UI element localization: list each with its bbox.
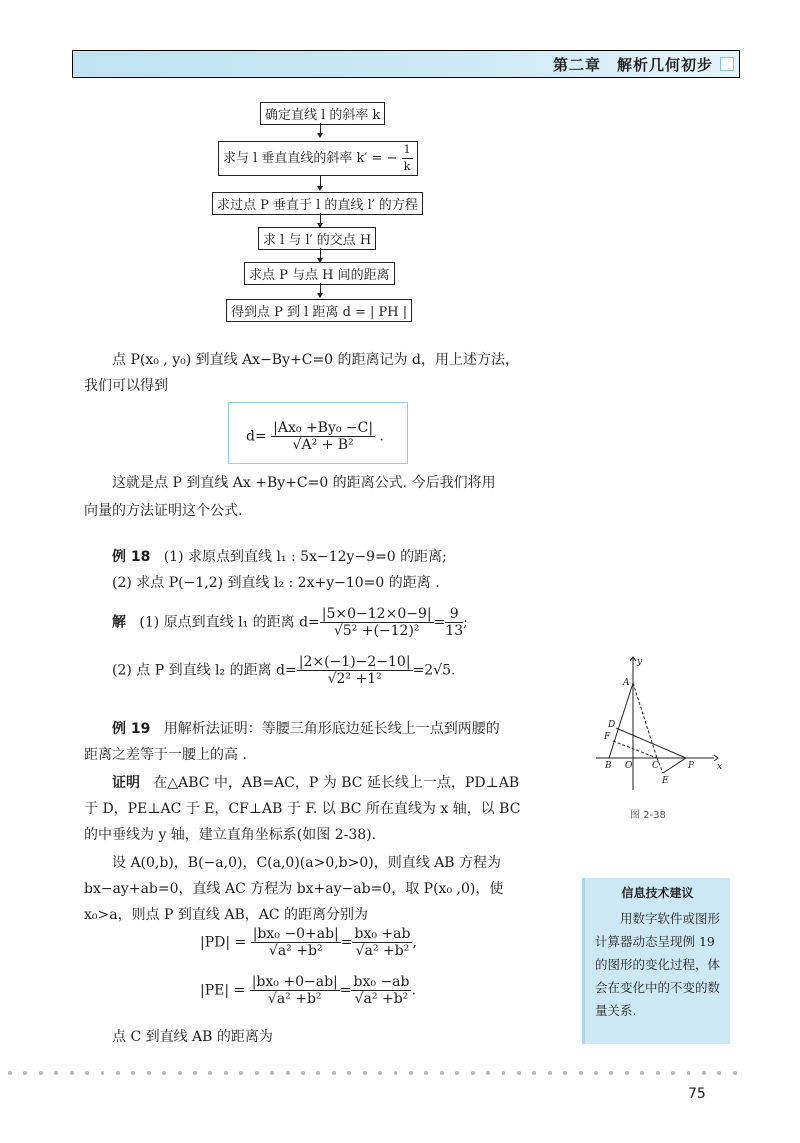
chapter-header-bar — [72, 50, 740, 78]
footer-dot — [193, 1071, 197, 1075]
footer-dotted-rule — [8, 1071, 748, 1077]
footer-dot — [316, 1071, 320, 1075]
fraction-numerator: bx₀ +ab — [354, 926, 411, 942]
solution-result: =2√5. — [412, 662, 456, 679]
formula-fraction — [352, 926, 412, 959]
formula-fraction — [250, 974, 340, 1007]
footer-dot — [471, 1071, 475, 1075]
fraction-denominator: √a² +b² — [355, 943, 410, 959]
flow-step-1: 确定直线 l 的斜率 k — [260, 102, 385, 125]
formula-lhs: d= — [246, 428, 267, 445]
footer-dot — [70, 1071, 74, 1075]
footer-dot — [332, 1071, 336, 1075]
footer-dot — [532, 1071, 536, 1075]
footer-dot — [162, 1071, 166, 1075]
footer-dot — [270, 1071, 274, 1075]
proof-line-6: x₀>a，则点 P 到直线 AB，AC 的距离分别为 — [84, 907, 369, 923]
footer-dot — [640, 1071, 644, 1075]
formula-lhs: |PE| = — [200, 982, 246, 999]
footer-dot — [579, 1071, 583, 1075]
footer-dot — [131, 1071, 135, 1075]
fraction-denominator: √a² +b² — [354, 991, 409, 1007]
fraction-numerator: |5×0−12×0−9| — [321, 606, 432, 622]
proof-line-1 — [112, 770, 519, 796]
label-x: x — [717, 762, 723, 772]
page-number: 75 — [688, 1086, 706, 1102]
equals-sign: = — [340, 934, 353, 951]
fraction-numerator: |bx₀ +0−ab| — [251, 974, 338, 990]
label-o: O — [625, 761, 633, 771]
footer-dot — [224, 1071, 228, 1075]
solution-label: 解 — [112, 614, 126, 631]
solution-text: (2) 点 P 到直线 l₂ 的距离 d= — [112, 662, 297, 679]
segment-pd — [616, 728, 686, 758]
formula-fraction — [251, 926, 341, 959]
footer-dot — [208, 1071, 212, 1075]
example-label: 例 18 — [112, 549, 151, 565]
footer-dot — [656, 1071, 660, 1075]
footer-dot — [625, 1071, 629, 1075]
example-text: (1) 求原点到直线 l₁ : 5x−12y−9=0 的距离; — [163, 549, 447, 565]
proof-label: 证明 — [112, 775, 140, 791]
proof-line-3: 的中垂线为 y 轴，建立直角坐标系(如图 2-38). — [84, 827, 377, 843]
example-19-line-2: 距离之差等于一腰上的高 . — [84, 747, 247, 763]
label-y: y — [637, 657, 643, 667]
footer-dot — [347, 1071, 351, 1075]
footer-dot — [363, 1071, 367, 1075]
solution-part-2 — [112, 654, 455, 687]
footer-dot — [255, 1071, 259, 1075]
example-18-line-1 — [112, 544, 447, 570]
header-square-icon — [720, 57, 734, 71]
label-d: D — [608, 720, 616, 730]
proof-line-5: bx−ay+ab=0，直线 AC 方程为 bx+ay−ab=0，取 P(x₀ ,0)，使 — [84, 881, 504, 897]
footer-dot — [424, 1071, 428, 1075]
footer-dot — [147, 1071, 151, 1075]
punctuation: ; — [463, 614, 468, 631]
footer-dot — [85, 1071, 89, 1075]
proof-last-line: 点 C 到直线 AB 的距离为 — [112, 1029, 273, 1045]
pe-formula — [200, 974, 416, 1007]
distance-formula — [246, 420, 384, 453]
punctuation: . — [411, 982, 416, 999]
footer-dot — [239, 1071, 243, 1075]
equals-sign: = — [433, 614, 446, 631]
fraction-numerator: bx₀ −ab — [353, 974, 410, 990]
pd-formula — [200, 926, 417, 959]
flow-arrow — [320, 176, 321, 188]
solution-fraction — [297, 654, 413, 687]
footer-dot — [486, 1071, 490, 1075]
footer-dot — [301, 1071, 305, 1075]
proof-line-2: 于 D，PE⊥AC 于 E，CF⊥AB 于 F. 以 BC 所在直线为 x 轴，以 BC — [84, 801, 521, 817]
flow-step-2-fraction — [402, 142, 413, 175]
sidebar-body: 用数字软件或图形计算器动态呈现例 19 的图形的变化过程，体会在变化中的不变的数量关系. — [595, 911, 721, 1018]
flow-step-3: 求过点 P 垂直于 l 的直线 l′ 的方程 — [212, 192, 423, 215]
footer-dot — [39, 1071, 43, 1075]
punctuation: , — [412, 934, 417, 951]
flow-arrow — [320, 283, 321, 295]
fraction-numerator: 9 — [445, 606, 463, 623]
footer-dot — [101, 1071, 105, 1075]
label-e: E — [662, 776, 669, 786]
footer-dot — [687, 1071, 691, 1075]
fraction-numerator: 1 — [402, 142, 413, 159]
footer-dot — [548, 1071, 552, 1075]
equals-sign: = — [339, 982, 352, 999]
solution-result-fraction — [445, 606, 463, 639]
flow-step-5: 求点 P 与点 H 间的距离 — [244, 262, 395, 285]
formula-fraction — [271, 420, 375, 453]
x-axis-arrow — [714, 755, 718, 761]
figure-2-38 — [596, 655, 726, 795]
formula-fraction — [351, 974, 411, 1007]
label-c: C — [652, 761, 659, 771]
paragraph-line: 这就是点 P 到直线 Ax +By+C=0 的距离公式. 今后我们将用 — [112, 475, 496, 491]
proof-line-4: 设 A(0,b)，B(−a,0)，C(a,0)(a>0,b>0)，则直线 AB 方程为 — [112, 855, 502, 871]
footer-dot — [378, 1071, 382, 1075]
footer-dot — [502, 1071, 506, 1075]
footer-dot — [178, 1071, 182, 1075]
label-b: B — [605, 761, 612, 771]
footer-dot — [733, 1071, 737, 1075]
example-label: 例 19 — [112, 721, 151, 737]
footer-dot — [116, 1071, 120, 1075]
fraction-numerator: |bx₀ −0+ab| — [252, 926, 339, 942]
flow-step-4: 求 l 与 l′ 的交点 H — [258, 227, 376, 250]
example-text: 用解析法证明：等腰三角形底边延长线上一点到两腰的 — [163, 721, 500, 737]
segment-pe — [663, 758, 686, 773]
chapter-title: 第二章 解析几何初步 — [552, 56, 713, 74]
formula-denominator: √A² + B² — [292, 437, 354, 453]
flow-arrow — [320, 123, 321, 135]
fraction-denominator: 13 — [445, 623, 464, 639]
solution-fraction — [320, 606, 434, 639]
footer-dot — [563, 1071, 567, 1075]
footer-dot — [23, 1071, 27, 1075]
footer-dot — [517, 1071, 521, 1075]
flow-arrow — [320, 248, 321, 260]
fraction-numerator: |2×(−1)−2−10| — [298, 654, 411, 670]
footer-dot — [671, 1071, 675, 1075]
footer-dot — [440, 1071, 444, 1075]
fraction-denominator: k — [403, 160, 411, 173]
segment-ac — [633, 683, 657, 758]
fraction-denominator: √5² +(−12)² — [333, 623, 420, 639]
sidebar-title: 信息技术建议 — [621, 886, 694, 900]
footer-dot — [8, 1071, 12, 1075]
label-a: A — [623, 678, 630, 688]
flow-arrow — [320, 213, 321, 225]
flow-step-2 — [218, 141, 418, 176]
label-p: P — [688, 761, 695, 771]
footer-dot — [717, 1071, 721, 1075]
footer-dot — [702, 1071, 706, 1075]
footer-dot — [54, 1071, 58, 1075]
fraction-denominator: √2² +1² — [327, 671, 382, 687]
example-19-line-1 — [112, 716, 500, 742]
paragraph-line: 我们可以得到 — [84, 378, 168, 394]
info-tech-sidebar — [582, 878, 730, 1044]
paragraph-line: 点 P(x₀ , y₀) 到直线 Ax−By+C=0 的距离记为 d，用上述方法， — [112, 352, 519, 368]
footer-dot — [594, 1071, 598, 1075]
figure-caption: 图 2-38 — [630, 810, 666, 821]
formula-numerator: |Ax₀ +By₀ −C| — [273, 420, 374, 436]
fraction-denominator: √a² +b² — [268, 943, 323, 959]
flow-step-2-text: 求与 l 垂直直线的斜率 k′ = − — [223, 151, 398, 166]
footer-dot — [609, 1071, 613, 1075]
label-f: F — [604, 732, 611, 742]
flow-step-6: 得到点 P 到 l 距离 d = | PH | — [226, 299, 412, 322]
formula-lhs: |PD| = — [200, 934, 247, 951]
example-18-line-2: (2) 求点 P(−1,2) 到直线 l₂ : 2x+y−10=0 的距离 . — [112, 575, 440, 591]
footer-dot — [286, 1071, 290, 1075]
footer-dot — [455, 1071, 459, 1075]
proof-text: 在△ABC 中，AB=AC，P 为 BC 延长线上一点，PD⊥AB — [153, 775, 520, 791]
segment-cf — [613, 741, 657, 758]
footer-dot — [409, 1071, 413, 1075]
solution-part-1 — [112, 606, 468, 639]
fraction-denominator: √a² +b² — [267, 991, 322, 1007]
solution-text: (1) 原点到直线 l₁ 的距离 d= — [139, 614, 320, 631]
footer-dot — [394, 1071, 398, 1075]
paragraph-line: 向量的方法证明这个公式. — [84, 503, 243, 519]
formula-end: . — [379, 428, 384, 445]
